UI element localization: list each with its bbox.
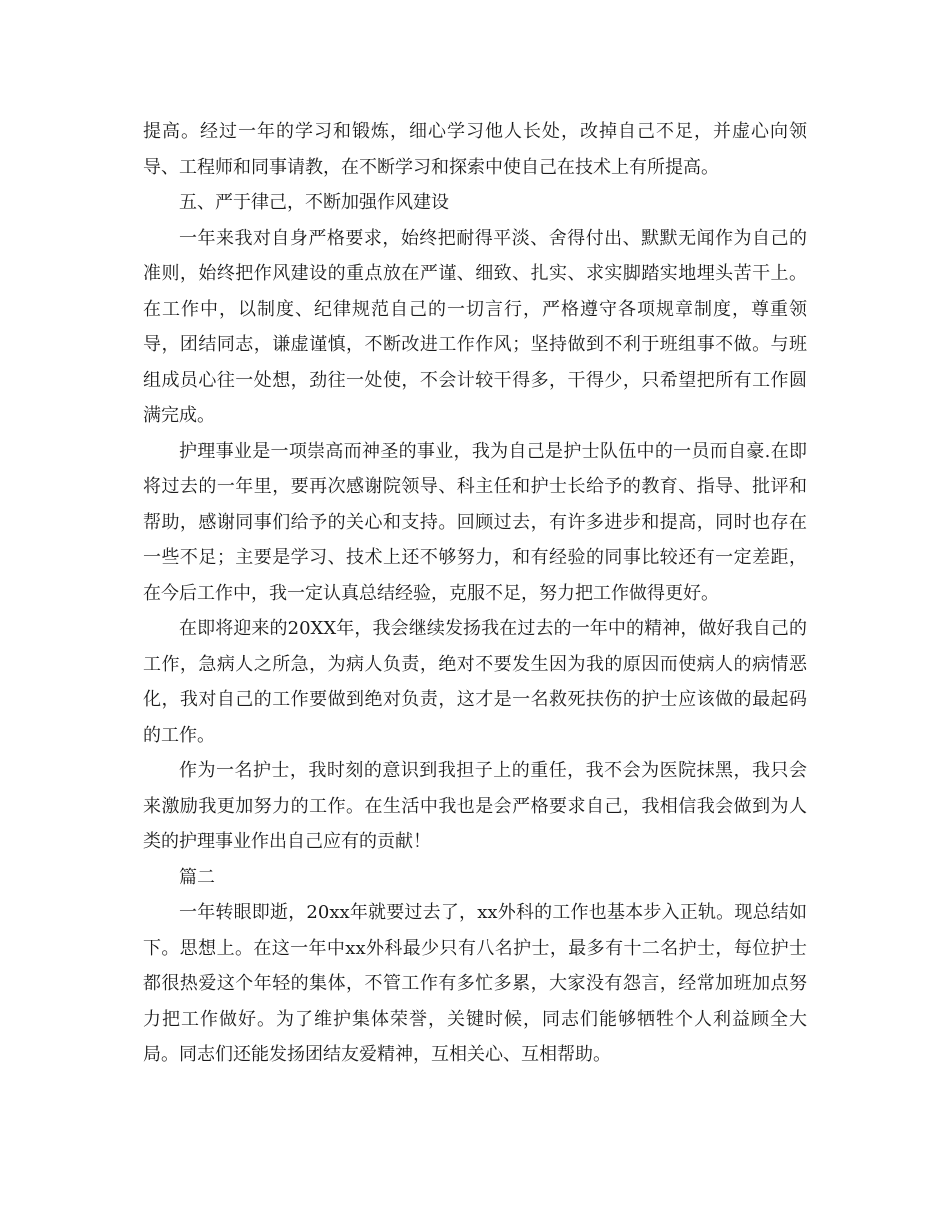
paragraph-8: 一年转眼即逝，20xx年就要过去了，xx外科的工作也基本步入正轨。现总结如下。思想上。在这一年中xx外科最少只有八名护士，最多有十二名护士，每位护士都很热爱这个年轻的集体，不管工作有多忙多累，大家没有怨言，经常加班加点努力把工作做好。为了维护集体荣誉，关键时候，同志们能够牺牲个人利益顾全大局。同志们还能发扬团结友爱精神，互相关心、互相帮助。 [143, 902, 807, 1065]
paragraph-4: 护理事业是一项崇高而神圣的事业，我为自己是护士队伍中的一员而自豪.在即将过去的一年里，要再次感谢院领导、科主任和护士长给予的教育、指导、批评和帮助，感谢同事们给予的关心和支持。回顾过去，有许多进步和提高，同时也存在一些不足；主要是学习、技术上还不够努力，和有经验的同事比较还有一定差距，在今后工作中，我一定认真总结经验，克服不足，努力把工作做得更好。 [143, 440, 807, 604]
paragraph-5: 在即将迎来的20XX年，我会继续发扬我在过去的一年中的精神，做好我自己的工作，急病人之所急，为病人负责，绝对不要发生因为我的原因而使病人的病情恶化，我对自己的工作要做到绝对负责，这才是一名救死扶伤的护士应该做的最起码的工作。 [143, 618, 807, 746]
paragraph-1: 提高。经过一年的学习和锻炼，细心学习他人长处，改掉自己不足，并虚心向领导、工程师和同事请教，在不断学习和探索中使自己在技术上有所提高。 [143, 121, 807, 178]
paragraph-6: 作为一名护士，我时刻的意识到我担子上的重任，我不会为医院抹黑，我只会来激励我更加努力的工作。在生活中我也是会严格要求自己，我相信我会做到为人类的护理事业作出自己应有的贡献！ [143, 760, 807, 852]
section-heading-five: 五、严于律己，不断加强作风建设 [179, 192, 449, 213]
paragraph-3: 一年来我对自身严格要求，始终把耐得平淡、舍得付出、默默无闻作为自己的准则，始终把作风建设的重点放在严谨、细致、扎实、求实脚踏实地埋头苦干上。在工作中，以制度、纪律规范自己的一切言行，严格遵守各项规章制度，尊重领导，团结同志，谦虚谨慎，不断改进工作作风；坚持做到不利于班组事不做。与班组成员心往一处想，劲往一处使，不会计较干得多，干得少，只希望把所有工作圆满完成。 [143, 227, 807, 426]
section-heading-part-two: 篇二 [179, 866, 215, 888]
document-body [143, 114, 807, 1073]
